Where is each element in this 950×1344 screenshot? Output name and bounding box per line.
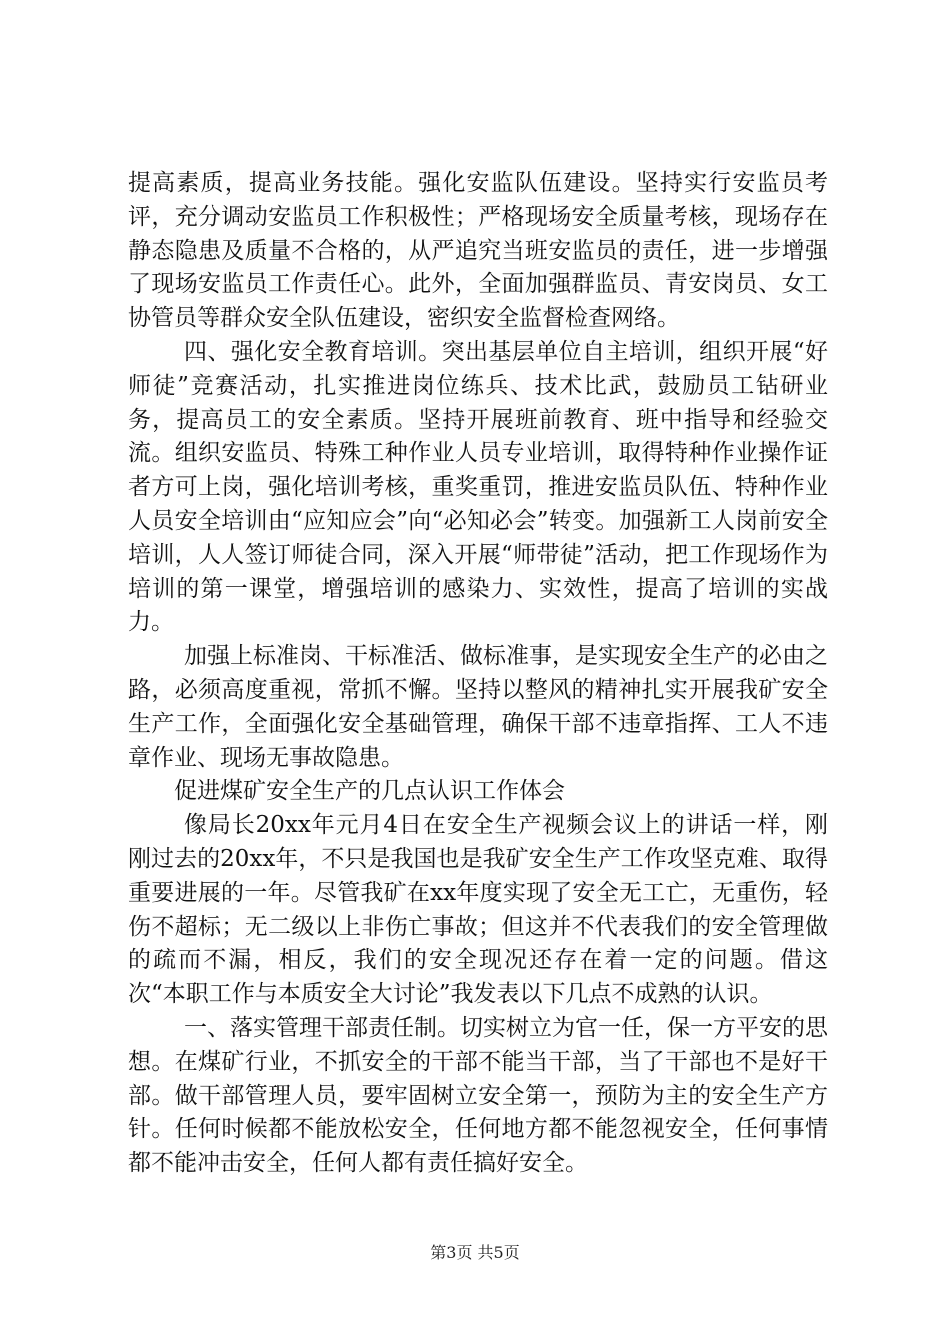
- paragraph-2: 四、强化安全教育培训。突出基层单位自主培训，组织开展“好师徒”竞赛活动，扎实推进岗位练兵、技术比武，鼓励员工钻研业务，提高员工的安全素质。坚持开展班前教育、班中指导和经验交流。组织安监员、特殊工种作业人员专业培训，取得特种作业操作证者方可上岗，强化培训考核，重奖重罚，推进安监员队伍、特种作业人员安全培训由“应知应会”向“必知必会”转变。加强新工人岗前安全培训，人人签订师徒合同，深入开展“师带徒”活动，把工作现场作为培训的第一课堂，增强培训的感染力、实效性，提高了培训的实战力。: [128, 338, 828, 636]
- section-heading: 促进煤矿安全生产的几点认识工作体会: [174, 778, 565, 805]
- page-number-label: 第3页 共5页: [430, 1243, 520, 1262]
- paragraph-5: 一、落实管理干部责任制。切实树立为官一任，保一方平安的思想。在煤矿行业，不抓安全的干部不能当干部，当了干部也不是好干部。做干部管理人员，要牢固树立安全第一，预防为主的安全生产方针。任何时候都不能放松安全，任何地方都不能忽视安全，任何事情都不能冲击安全，任何人都有责任搞好安全。: [128, 1014, 828, 1177]
- paragraph-4: 像局长20xx年元月4日在安全生产视频会议上的讲话一样，刚刚过去的20xx年，不只是我国也是我矿安全生产工作攻坚克难、取得重要进展的一年。尽管我矿在xx年度实现了安全无工亡，无重伤，轻伤不超标；无二级以上非伤亡事故；但这并不代表我们的安全管理做的疏而不漏，相反，我们的安全现况还存在着一定的问题。借这次“本职工作与本质安全大讨论”我发表以下几点不成熟的认识。: [128, 812, 828, 1008]
- document-body: [128, 167, 828, 1181]
- paragraph-3: 加强上标准岗、干标准活、做标准事，是实现安全生产的必由之路，必须高度重视，常抓不懈。坚持以整风的精神扎实开展我矿安全生产工作，全面强化安全基础管理，确保干部不违章指挥、工人不违章作业、现场无事故隐患。: [128, 643, 828, 771]
- page-footer: [0, 1243, 950, 1263]
- paragraph-1: 提高素质，提高业务技能。强化安监队伍建设。坚持实行安监员考评，充分调动安监员工作积极性；严格现场安全质量考核，现场存在静态隐患及质量不合格的，从严追究当班安监员的责任，进一步增强了现场安监员工作责任心。此外，全面加强群监员、青安岗员、女工协管员等群众安全队伍建设，密织安全监督检查网络。: [128, 170, 828, 332]
